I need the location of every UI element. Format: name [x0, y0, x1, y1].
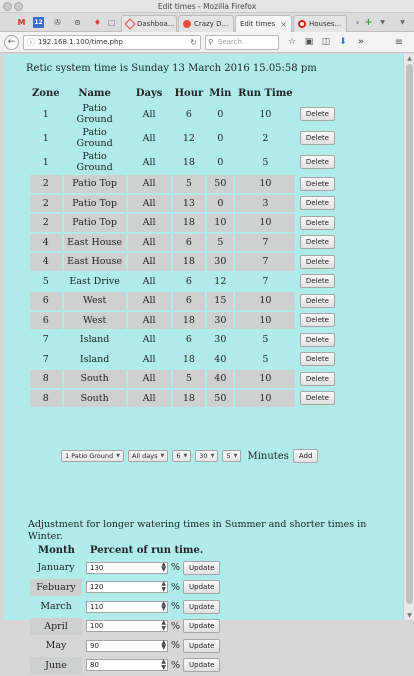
update-button[interactable]: Update	[183, 580, 220, 594]
adjustment-row	[30, 598, 222, 616]
adjustment-row	[30, 618, 222, 636]
cell-name: South	[64, 370, 126, 388]
table-row	[30, 103, 337, 125]
page-content	[0, 54, 403, 671]
cell-hour: 6	[173, 292, 206, 310]
percent-input[interactable]: 80 ▲ ▼	[86, 659, 168, 671]
cell-name: East House	[64, 234, 126, 252]
cell-hour: 6	[173, 234, 206, 252]
table-row	[30, 175, 337, 193]
delete-button[interactable]: Delete	[300, 107, 335, 121]
col-hour: Hour	[174, 88, 204, 99]
cell-run: 10	[235, 214, 295, 232]
minutes-label: Minutes	[247, 450, 289, 462]
table-row	[30, 253, 337, 271]
cell-min: 30	[207, 312, 233, 330]
percent-input[interactable]: 90 ▲ ▼	[86, 640, 168, 652]
month-name: May	[45, 640, 67, 652]
days-select[interactable]: All days ▼	[128, 450, 168, 462]
adjustment-header-row	[30, 543, 222, 557]
cell-zone: 1	[42, 156, 49, 168]
cell-name: East House	[64, 253, 126, 271]
flame-icon[interactable]: ♦	[93, 18, 102, 27]
cell-run: 10	[259, 108, 272, 120]
extension-icon[interactable]: ✇	[54, 18, 61, 27]
update-button[interactable]: Update	[183, 600, 220, 614]
table-row	[30, 370, 337, 388]
tab-label: Houses...	[309, 20, 342, 28]
delete-button[interactable]: Delete	[300, 177, 335, 191]
cell-run: 7	[235, 234, 295, 252]
url-text: 192.168.1.100/time.php	[38, 38, 123, 46]
scrollbar-thumb[interactable]	[406, 64, 413, 604]
update-button[interactable]: Update	[183, 619, 220, 633]
pinned-icon[interactable]: ⊙	[74, 18, 81, 27]
cell-run: 5	[262, 334, 269, 346]
chevron-down-icon: ▼	[116, 453, 120, 459]
col-name: Name	[78, 88, 111, 99]
cell-days: All	[142, 353, 156, 365]
cell-min: 40	[214, 353, 227, 365]
cell-min: 10	[207, 214, 233, 232]
percent-sign: %	[171, 601, 181, 613]
tab-label: Dashboa...	[137, 20, 175, 28]
info-icon[interactable]: ⓘ	[27, 38, 35, 47]
cell-zone: 8	[30, 390, 62, 408]
cell-min: 0	[207, 195, 233, 213]
cell-name: Island	[79, 353, 110, 365]
add-schedule-form	[61, 449, 318, 463]
cell-zone: 8	[30, 370, 62, 388]
percent-input[interactable]: 130 ▲ ▼	[86, 562, 168, 574]
run-time-select[interactable]: 5 ▼	[222, 450, 241, 462]
crazy-icon	[183, 20, 191, 28]
delete-button[interactable]: Delete	[300, 313, 335, 327]
cell-days: All	[128, 312, 171, 330]
delete-button[interactable]: Delete	[300, 196, 335, 210]
tab-close-icon[interactable]: ×	[280, 19, 287, 29]
delete-button[interactable]: Delete	[300, 333, 335, 347]
delete-button[interactable]: Delete	[300, 391, 335, 405]
cell-min: 0	[217, 132, 224, 144]
table-row	[30, 273, 337, 291]
add-button[interactable]: Add	[293, 449, 319, 463]
adjustment-row	[30, 579, 222, 597]
cell-name: Patio Ground	[76, 127, 113, 149]
calendar-icon[interactable]: 12	[34, 19, 43, 26]
chevron-down-icon: ▼	[183, 453, 188, 459]
col-run-time: Run Time	[238, 88, 293, 99]
cell-days: All	[128, 292, 171, 310]
cell-days: All	[128, 370, 171, 388]
spinner-icon[interactable]: ▲ ▼	[161, 658, 166, 671]
cell-min: 50	[207, 390, 233, 408]
spinner-icon[interactable]: ▲ ▼	[161, 638, 166, 652]
cell-hour: 18	[173, 214, 206, 232]
search-placeholder: Search	[218, 38, 243, 46]
cell-hour: 13	[173, 195, 206, 213]
cell-zone: 2	[30, 214, 62, 232]
new-tab-icon[interactable]: +	[364, 17, 373, 28]
cell-name: South	[64, 390, 126, 408]
vertical-scrollbar[interactable]	[403, 54, 414, 620]
percent-input[interactable]: 120 ▲ ▼	[86, 581, 168, 593]
overflow-chevron-icon[interactable]: »	[358, 37, 364, 47]
menu-icon[interactable]: ≡	[394, 37, 404, 48]
cell-days: All	[142, 132, 156, 144]
cell-min: 30	[214, 334, 227, 346]
back-icon[interactable]: ←	[4, 35, 19, 50]
cell-run: 3	[235, 195, 295, 213]
cell-run: 10	[235, 292, 295, 310]
cell-run: 10	[235, 390, 295, 408]
percent-sign: %	[171, 659, 181, 671]
table-row	[30, 292, 337, 310]
cell-zone: 4	[30, 253, 62, 271]
cell-run: 7	[262, 275, 269, 287]
cell-run: 5	[262, 353, 269, 365]
window-title: Edit times - Mozilla Firefox	[157, 2, 257, 11]
table-row	[30, 195, 337, 213]
cell-zone: 7	[42, 334, 49, 346]
col-days: Days	[135, 88, 163, 99]
delete-button[interactable]: Delete	[300, 155, 335, 169]
bookmark-star-icon[interactable]: ☆	[287, 37, 297, 47]
cell-min: 5	[207, 234, 233, 252]
percent-sign: %	[171, 620, 181, 632]
cell-min: 15	[207, 292, 233, 310]
tabs-dropdown-icon[interactable]: ▼	[400, 19, 405, 26]
url-bar[interactable]	[23, 35, 201, 50]
cell-hour: 6	[185, 108, 192, 120]
schedule-table	[28, 84, 339, 409]
cell-days: All	[142, 334, 156, 346]
tab-edit-times[interactable]	[235, 15, 292, 32]
cell-zone: 5	[42, 275, 49, 287]
spinner-icon[interactable]: ▲ ▼	[161, 619, 166, 632]
system-time: Retic system time is Sunday 13 March 2016 15.05:58 pm	[26, 63, 317, 74]
table-row	[30, 312, 337, 330]
month-name: June	[30, 657, 82, 675]
dashboard-icon	[124, 18, 135, 29]
month-name: Febuary	[30, 579, 82, 597]
scroll-down-icon[interactable]: ▼	[407, 612, 412, 619]
tab-label: Edit times	[240, 20, 276, 28]
table-row	[30, 390, 337, 408]
cell-name: Patio Top	[64, 214, 126, 232]
table-row	[30, 214, 337, 232]
table-row	[30, 127, 337, 149]
page-icon[interactable]: □	[107, 18, 116, 27]
cell-name: West	[64, 312, 126, 330]
table-row	[30, 151, 337, 173]
adjustment-row	[30, 559, 222, 577]
col-zone: Zone	[32, 88, 60, 99]
cell-name: West	[64, 292, 126, 310]
min-select[interactable]: 30 ▼	[195, 450, 218, 462]
percent-input[interactable]: 100 ▲ ▼	[86, 620, 168, 632]
cell-name: Patio Top	[64, 175, 126, 193]
cell-name: East Drive	[69, 275, 120, 287]
download-icon[interactable]: ⬇	[339, 37, 347, 47]
cell-name: Patio Ground	[76, 151, 113, 173]
cell-zone: 6	[30, 292, 62, 310]
window-titlebar	[0, 0, 414, 13]
tab-label: Crazy D...	[194, 20, 229, 28]
tab-houses[interactable]	[293, 15, 347, 32]
tab-strip	[0, 13, 414, 32]
spinner-icon[interactable]: ▲ ▼	[161, 580, 166, 593]
cell-zone: 4	[30, 234, 62, 252]
spinner-icon[interactable]: ▲ ▼	[161, 599, 166, 613]
month-name: January	[37, 562, 75, 574]
cell-hour: 5	[173, 175, 206, 193]
cell-zone: 2	[30, 175, 62, 193]
cell-days: All	[128, 390, 171, 408]
nav-bar	[0, 32, 414, 53]
delete-button[interactable]: Delete	[300, 294, 335, 308]
percent-input[interactable]: 110 ▲ ▼	[86, 601, 168, 613]
search-input[interactable]	[205, 35, 279, 50]
cell-hour: 18	[182, 353, 195, 365]
col-percent: Percent of run time.	[90, 544, 204, 556]
month-name: April	[30, 618, 82, 636]
cell-run: 10	[235, 370, 295, 388]
scroll-up-icon[interactable]: ▲	[407, 55, 412, 62]
delete-button[interactable]: Delete	[300, 131, 335, 145]
spinner-icon[interactable]: ▲ ▼	[161, 560, 166, 574]
cell-zone: 2	[30, 195, 62, 213]
delete-button[interactable]: Delete	[300, 352, 335, 366]
cell-days: All	[128, 175, 171, 193]
col-month: Month	[38, 544, 75, 556]
pocket-icon[interactable]: ◫	[321, 37, 331, 47]
chevron-down-icon: ▼	[160, 453, 165, 459]
cell-min: 12	[214, 275, 227, 287]
cell-days: All	[142, 275, 156, 287]
adjustment-table	[28, 541, 224, 676]
cell-min: 30	[207, 253, 233, 271]
reload-icon[interactable]: ↻	[190, 38, 197, 47]
delete-button[interactable]: Delete	[300, 274, 335, 288]
chevron-down-icon: ▼	[210, 453, 215, 459]
cell-hour: 6	[185, 334, 192, 346]
zone-select[interactable]: 1 Patio Ground ▼	[61, 450, 124, 462]
cell-name: Island	[79, 334, 110, 346]
percent-sign: %	[171, 562, 181, 574]
search-icon: ⚲	[208, 38, 214, 46]
hour-select[interactable]: 6 ▼	[172, 450, 191, 462]
cell-hour: 18	[182, 156, 195, 168]
tab-crazy[interactable]	[178, 15, 234, 32]
cell-days: All	[142, 108, 156, 120]
tabs-scroll-right-icon[interactable]: ›	[355, 18, 360, 27]
delete-button[interactable]: Delete	[300, 216, 335, 230]
cell-hour: 18	[173, 390, 206, 408]
update-button[interactable]: Update	[183, 658, 220, 672]
chevron-down-icon: ▼	[233, 453, 238, 459]
cell-zone: 7	[42, 353, 49, 365]
cell-min: 50	[207, 175, 233, 193]
cell-zone: 1	[42, 132, 49, 144]
cell-run: 7	[235, 253, 295, 271]
adjustment-row	[30, 637, 222, 655]
cell-run: 10	[235, 175, 295, 193]
cell-days: All	[128, 253, 171, 271]
cell-days: All	[128, 234, 171, 252]
cell-hour: 6	[185, 275, 192, 287]
month-name: March	[40, 601, 72, 613]
delete-button[interactable]: Delete	[300, 372, 335, 386]
table-row	[30, 234, 337, 252]
adjustment-description: Adjustment for longer watering times in Summer and shorter times in Winter.	[28, 519, 367, 542]
delete-button[interactable]: Delete	[300, 255, 335, 269]
gmail-icon[interactable]: M	[17, 18, 26, 27]
opera-icon	[298, 20, 306, 28]
cell-name: Patio Top	[64, 195, 126, 213]
adjustment-row	[30, 657, 222, 675]
cell-min: 0	[217, 156, 224, 168]
percent-sign: %	[171, 640, 181, 652]
cell-zone: 1	[42, 108, 49, 120]
cell-days: All	[128, 214, 171, 232]
col-min: Min	[209, 88, 232, 99]
cell-hour: 18	[173, 312, 206, 330]
cell-days: All	[128, 195, 171, 213]
cell-run: 10	[235, 312, 295, 330]
update-button[interactable]: Update	[183, 639, 220, 653]
cell-hour: 5	[173, 370, 206, 388]
cell-min: 40	[207, 370, 233, 388]
cell-name: Patio Ground	[76, 103, 113, 125]
update-button[interactable]: Update	[183, 561, 220, 575]
percent-sign: %	[171, 581, 181, 593]
cell-hour: 18	[173, 253, 206, 271]
table-row	[30, 331, 337, 349]
tab-dashboard[interactable]	[121, 15, 177, 32]
schedule-header-row	[30, 86, 337, 101]
cell-run: 5	[262, 156, 269, 168]
cell-zone: 6	[30, 312, 62, 330]
tab-list-icon[interactable]: ▼	[380, 19, 385, 26]
cell-hour: 12	[182, 132, 195, 144]
cell-min: 0	[217, 108, 224, 120]
delete-button[interactable]: Delete	[300, 235, 335, 249]
cell-run: 2	[262, 132, 269, 144]
cell-days: All	[142, 156, 156, 168]
reading-list-icon[interactable]: ▣	[304, 37, 314, 47]
table-row	[30, 351, 337, 369]
